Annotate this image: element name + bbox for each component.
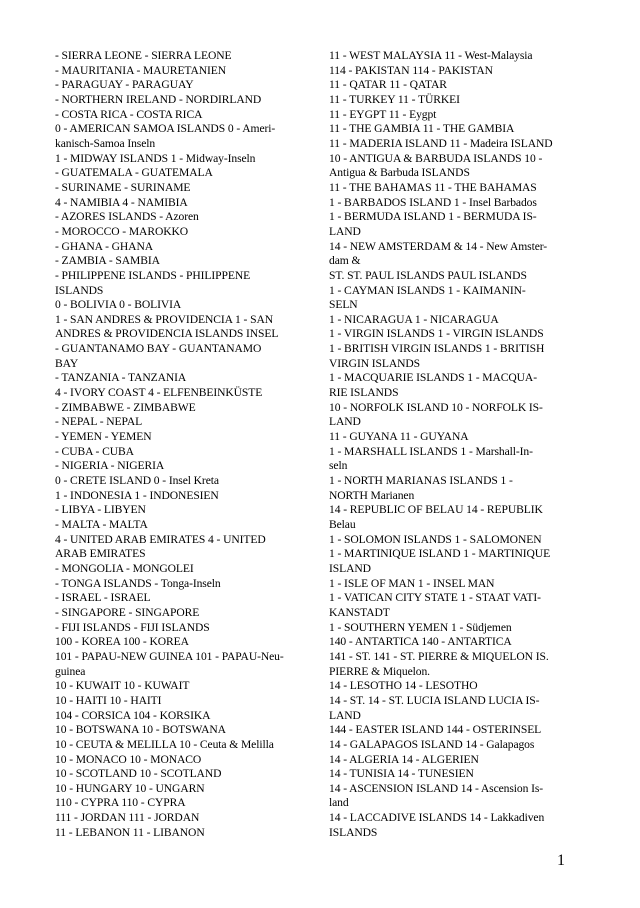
list-line: 14 - LESOTHO 14 - LESOTHO [329, 679, 478, 693]
list-line: KANSTADT [329, 605, 390, 619]
list-line: - MALTA - MALTA [55, 518, 148, 531]
list-line: 10 - SCOTLAND 10 - SCOTLAND [55, 767, 222, 781]
list-line: 1 - SOLOMON ISLANDS 1 - SALOMONEN [329, 532, 542, 546]
list-line: 101 - PAPAU-NEW GUINEA 101 - PAPAU-Neu- [55, 649, 284, 663]
list-line: - TANZANIA - TANZANIA [55, 371, 187, 385]
list-line: ARAB EMIRATES [55, 547, 146, 561]
list-line: 4 - IVORY COAST 4 - ELFENBEINKÜSTE [55, 386, 263, 400]
list-line: 114 - PAKISTAN 114 - PAKISTAN [329, 63, 493, 77]
list-line: Antigua & Barbuda ISLANDS [329, 166, 470, 180]
list-line: ISLANDS [329, 825, 378, 839]
list-line: - MOROCCO - MAROKKO [55, 224, 189, 238]
list-line: 14 - TUNISIA 14 - TUNESIEN [329, 767, 474, 781]
list-line: - AZORES ISLANDS - Azoren [55, 210, 199, 224]
list-line: - GUATEMALA - GUATEMALA [55, 166, 213, 180]
list-line: 1 - VIRGIN ISLANDS 1 - VIRGIN ISLANDS [329, 327, 544, 341]
list-line: 14 - REPUBLIC OF BELAU 14 - REPUBLIK [329, 503, 543, 517]
list-line: 10 - KUWAIT 10 - KUWAIT [55, 679, 190, 693]
list-line: - NEPAL - NEPAL [55, 415, 143, 429]
list-line: SELN [329, 298, 358, 312]
list-line: 0 - CRETE ISLAND 0 - Insel Kreta [55, 474, 219, 488]
list-line: - GHANA - GHANA [55, 239, 154, 253]
list-line: 10 - HAITI 10 - HAITI [55, 693, 162, 707]
list-line: 1 - SOUTHERN YEMEN 1 - Südjemen [329, 620, 512, 634]
list-line: 1 - MARSHALL ISLANDS 1 - Marshall-In- [329, 444, 533, 458]
list-line: 14 - ST. 14 - ST. LUCIA ISLAND LUCIA IS- [329, 693, 540, 707]
list-line: dam & [329, 254, 361, 268]
list-line: - YEMEN - YEMEN [55, 430, 152, 444]
list-line: 1 - ISLE OF MAN 1 - INSEL MAN [329, 576, 495, 590]
list-line: 11 - EYGPT 11 - Eygpt [329, 107, 437, 121]
list-line: 11 - TURKEY 11 - TÜRKEI [329, 92, 460, 106]
list-line: 4 - UNITED ARAB EMIRATES 4 - UNITED [55, 532, 266, 546]
list-line: guinea [55, 664, 86, 678]
list-line: 10 - HUNGARY 10 - UNGARN [55, 781, 205, 795]
list-line: 10 - MONACO 10 - MONACO [55, 752, 202, 766]
list-line: 10 - ANTIGUA & BARBUDA ISLANDS 10 - [329, 151, 543, 165]
list-line: 0 - AMERICAN SAMOA ISLANDS 0 - Ameri- [55, 122, 276, 136]
list-line: 11 - GUYANA 11 - GUYANA [329, 430, 469, 444]
list-line: ST. ST. PAUL ISLANDS PAUL ISLANDS [329, 268, 527, 282]
list-line: 14 - NEW AMSTERDAM & 14 - New Amster- [329, 239, 548, 253]
list-line: - NIGERIA - NIGERIA [55, 459, 165, 473]
list-line: 10 - NORFOLK ISLAND 10 - NORFOLK IS- [329, 400, 543, 414]
list-line: BAY [55, 356, 79, 370]
list-line: Belau [329, 518, 356, 531]
list-line: land [329, 796, 349, 810]
list-line: - COSTA RICA - COSTA RICA [55, 107, 203, 121]
list-line: 11 - MADERIA ISLAND 11 - Madeira ISLAND [329, 136, 553, 150]
list-line: 14 - ASCENSION ISLAND 14 - Ascension Is- [329, 781, 544, 795]
list-line: LAND [329, 708, 361, 722]
list-line: VIRGIN ISLANDS [329, 356, 421, 370]
list-line: - MAURITANIA - MAURETANIEN [55, 63, 227, 77]
list-line: - TONGA ISLANDS - Tonga-Inseln [55, 576, 221, 590]
list-line: 14 - ALGERIA 14 - ALGERIEN [329, 752, 479, 766]
list-line: - NORTHERN IRELAND - NORDIRLAND [55, 92, 262, 106]
left-column [55, 49, 311, 840]
list-line: RIE ISLANDS [329, 386, 399, 400]
list-line: - PHILIPPENE ISLANDS - PHILIPPENE [55, 268, 251, 282]
right-column [329, 49, 591, 840]
list-line: 11 - THE GAMBIA 11 - THE GAMBIA [329, 122, 515, 136]
list-line: 104 - CORSICA 104 - KORSIKA [55, 708, 211, 722]
list-line: 10 - CEUTA & MELILLA 10 - Ceuta & Melilla [55, 737, 274, 751]
list-line: 0 - BOLIVIA 0 - BOLIVIA [55, 298, 182, 312]
list-line: - LIBYA - LIBYEN [55, 503, 146, 517]
list-line: 1 - NORTH MARIANAS ISLANDS 1 - [329, 474, 513, 488]
list-line: NORTH Marianen [329, 488, 415, 502]
list-line: - GUANTANAMO BAY - GUANTANAMO [55, 342, 262, 356]
list-line: 4 - NAMIBIA 4 - NAMIBIA [55, 195, 188, 209]
list-line: 1 - MACQUARIE ISLANDS 1 - MACQUA- [329, 371, 537, 385]
list-line: 1 - BRITISH VIRGIN ISLANDS 1 - BRITISH [329, 342, 545, 356]
list-line: - PARAGUAY - PARAGUAY [55, 78, 194, 92]
list-line: LAND [329, 415, 361, 429]
list-line: 141 - ST. 141 - ST. PIERRE & MIQUELON IS. [329, 649, 549, 663]
page-number: 1 [557, 852, 565, 869]
list-line: - SIERRA LEONE - SIERRA LEONE [55, 49, 232, 62]
list-line: 1 - SAN ANDRES & PROVIDENCIA 1 - SAN [55, 312, 273, 326]
list-line: 1 - MIDWAY ISLANDS 1 - Midway-Inseln [55, 151, 256, 165]
list-line: 14 - GALAPAGOS ISLAND 14 - Galapagos [329, 737, 535, 751]
list-line: 14 - LACCADIVE ISLANDS 14 - Lakkadiven [329, 811, 545, 825]
list-line: 1 - BERMUDA ISLAND 1 - BERMUDA IS- [329, 210, 537, 224]
list-line: ANDRES & PROVIDENCIA ISLANDS INSEL [55, 327, 279, 341]
list-line: 1 - INDONESIA 1 - INDONESIEN [55, 488, 219, 502]
list-line: LAND [329, 224, 361, 238]
list-line: 1 - NICARAGUA 1 - NICARAGUA [329, 312, 499, 326]
list-line: - SINGAPORE - SINGAPORE [55, 605, 200, 619]
list-line: kanisch-Samoa Inseln [55, 136, 156, 150]
list-line: 100 - KOREA 100 - KOREA [55, 635, 189, 649]
list-line: PIERRE & Miquelon. [329, 664, 430, 678]
list-line: - SURINAME - SURINAME [55, 180, 191, 194]
list-line: 140 - ANTARTICA 140 - ANTARTICA [329, 635, 512, 649]
list-line: 11 - LEBANON 11 - LIBANON [55, 825, 205, 839]
list-line: 1 - MARTINIQUE ISLAND 1 - MARTINIQUE [329, 547, 551, 561]
list-line: 111 - JORDAN 111 - JORDAN [55, 811, 200, 825]
list-line: 144 - EASTER ISLAND 144 - OSTERINSEL [329, 723, 542, 737]
list-line: - FIJI ISLANDS - FIJI ISLANDS [55, 620, 210, 634]
list-line: 11 - THE BAHAMAS 11 - THE BAHAMAS [329, 180, 537, 194]
list-line: ISLANDS [55, 283, 104, 297]
list-line: - ZAMBIA - SAMBIA [55, 254, 160, 268]
list-line: 110 - CYPRA 110 - CYPRA [55, 796, 186, 810]
list-line: 1 - VATICAN CITY STATE 1 - STAAT VATI- [329, 591, 541, 605]
list-line: - ISRAEL - ISRAEL [55, 591, 151, 605]
list-line: - MONGOLIA - MONGOLEI [55, 561, 194, 575]
list-line: - ZIMBABWE - ZIMBABWE [55, 400, 196, 414]
list-line: 1 - CAYMAN ISLANDS 1 - KAIMANIN- [329, 283, 526, 297]
list-line: 1 - BARBADOS ISLAND 1 - Insel Barbados [329, 195, 537, 209]
list-line: ISLAND [329, 561, 371, 575]
list-line: - CUBA - CUBA [55, 444, 134, 458]
list-line: seln [329, 459, 348, 473]
list-line: 11 - WEST MALAYSIA 11 - West-Malaysia [329, 49, 533, 62]
list-line: 11 - QATAR 11 - QATAR [329, 78, 447, 92]
list-line: 10 - BOTSWANA 10 - BOTSWANA [55, 723, 226, 737]
